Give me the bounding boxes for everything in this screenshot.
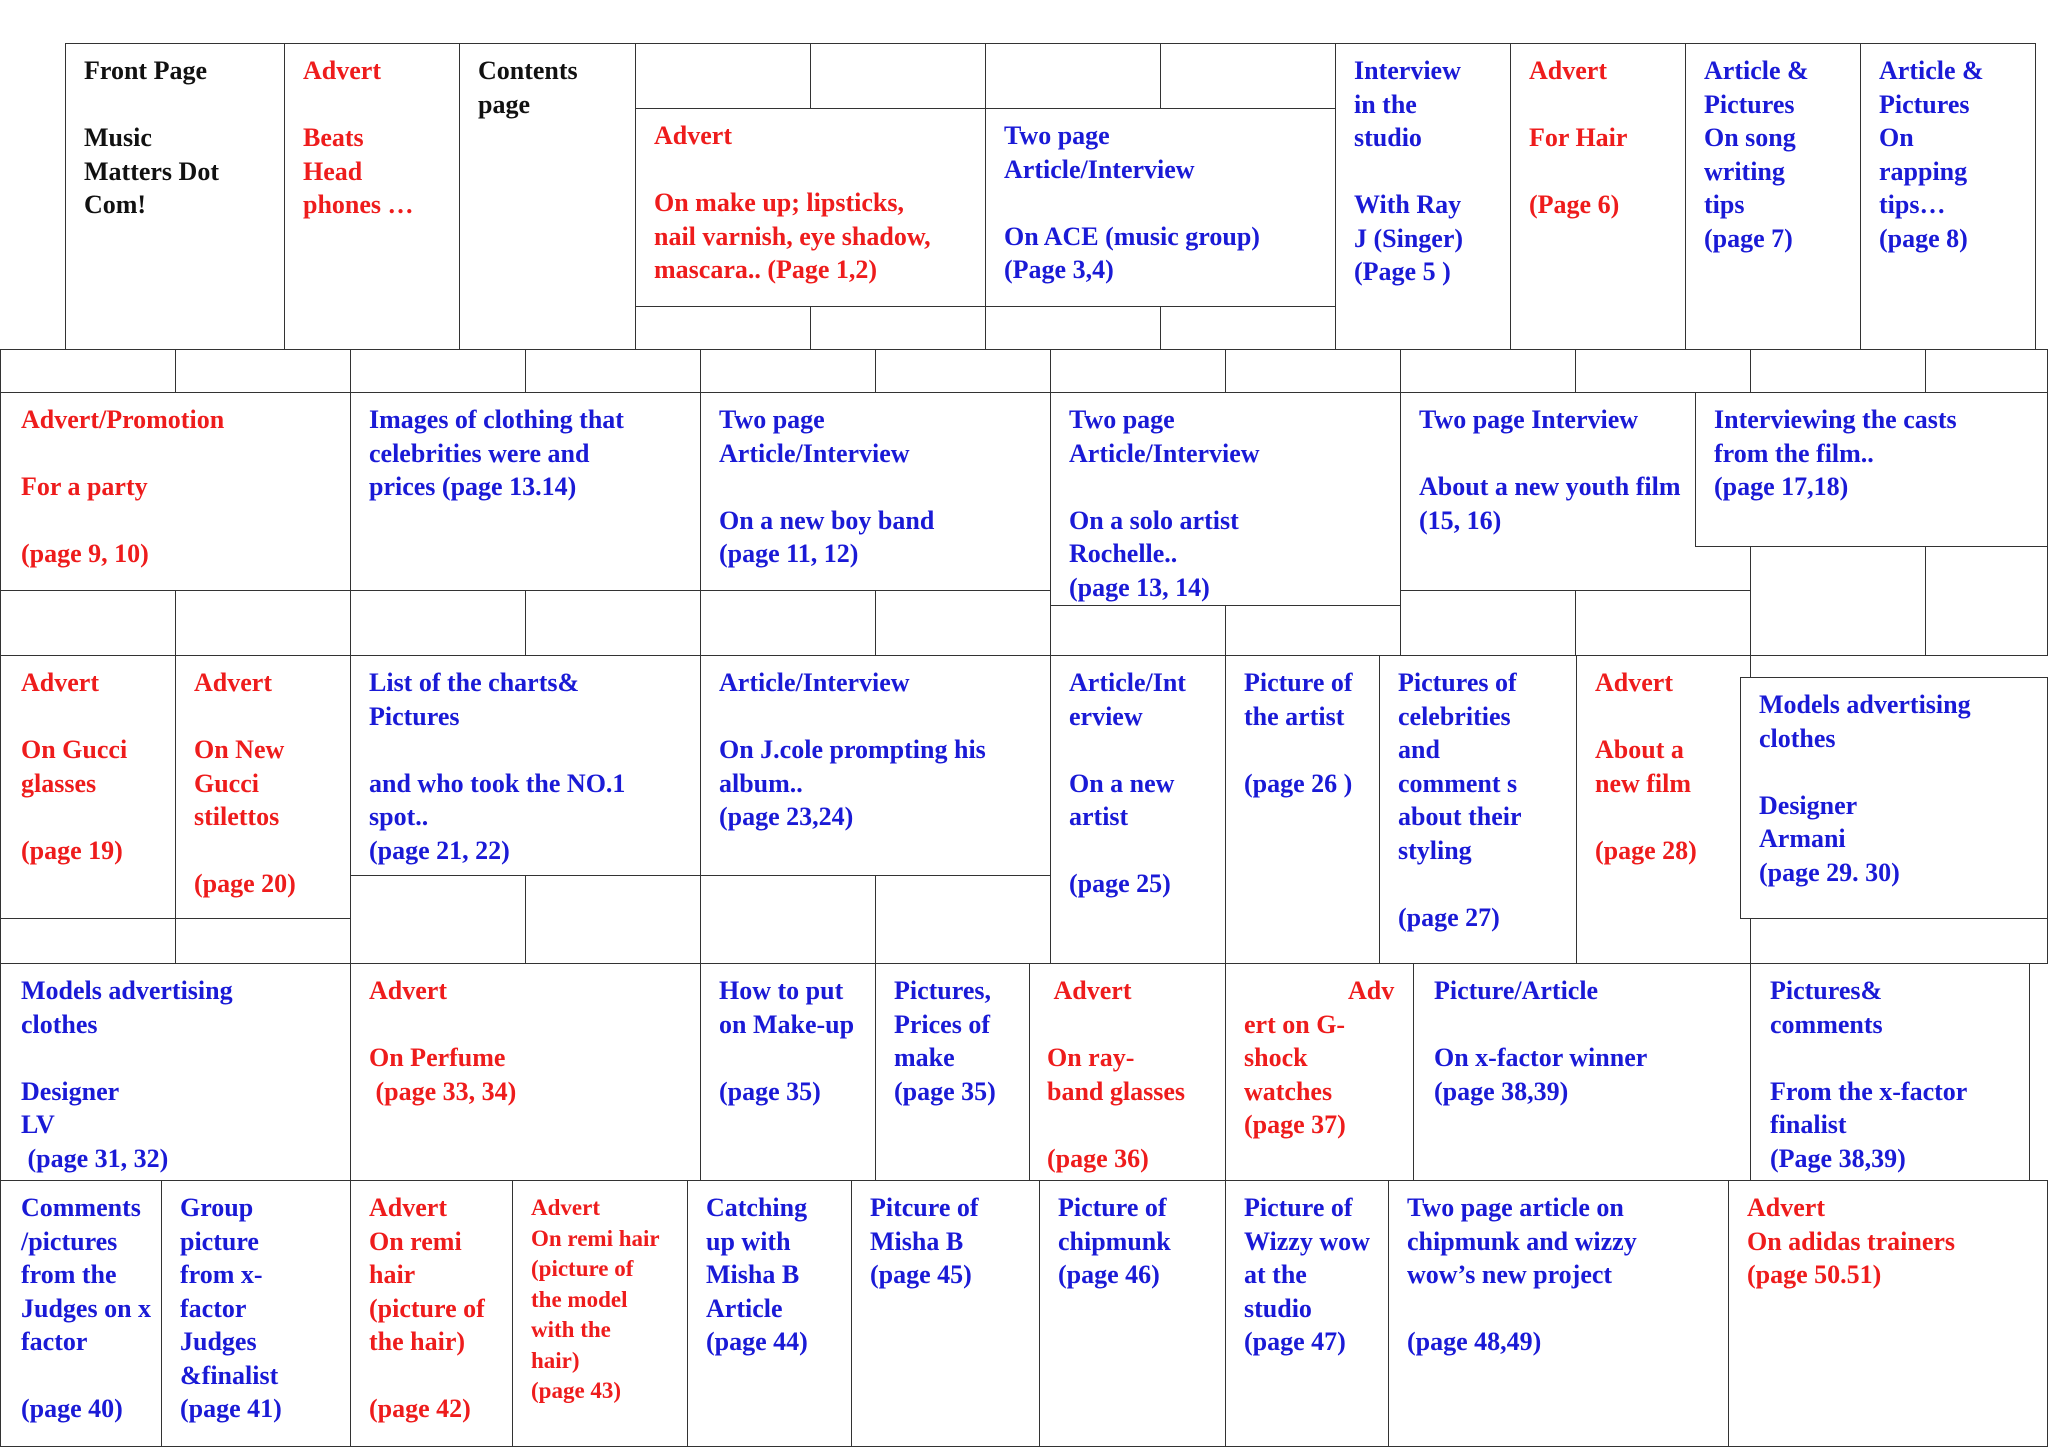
group-picture-cell: Group picture from x- factor Judges &finalist (page 41) bbox=[161, 1180, 351, 1447]
grid-box bbox=[1740, 918, 2048, 964]
grid-box bbox=[0, 349, 176, 393]
xfactor-winner-cell: Picture/Article On x-factor winner (page 38,39) bbox=[1413, 963, 1751, 1181]
grid-box bbox=[1050, 605, 1226, 656]
grid-box bbox=[700, 349, 876, 393]
advert-party-cell: Advert/Promotion For a party (page 9, 10) bbox=[0, 392, 351, 591]
grid-box bbox=[635, 306, 811, 350]
pictures-celebrities-cell: Pictures of celebrities and comment s about their styling (page 27) bbox=[1379, 655, 1577, 964]
chipmunk-picture-cell: Picture of chipmunk (page 46) bbox=[1039, 1180, 1226, 1447]
grid-box bbox=[700, 875, 876, 964]
interview-studio-cell: Interview in the studio With Ray J (Singer) (Page 5 ) bbox=[1335, 43, 1511, 350]
grid-box bbox=[1400, 590, 1576, 656]
grid-box bbox=[1750, 545, 1926, 656]
grid-box bbox=[1225, 349, 1401, 393]
grid-box bbox=[1925, 349, 2048, 393]
grid-box bbox=[350, 590, 526, 656]
advert-perfume-cell: Advert On Perfume (page 33, 34) bbox=[350, 963, 701, 1181]
advert-gucci-glasses-cell: Advert On Gucci glasses (page 19) bbox=[0, 655, 176, 919]
grid-box bbox=[1400, 349, 1576, 393]
pictures-prices-makeup-cell: Pictures, Prices of make (page 35) bbox=[875, 963, 1030, 1181]
grid-box bbox=[810, 43, 986, 109]
misha-article-cell: Catching up with Misha B Article (page 44) bbox=[687, 1180, 852, 1447]
makeup-howto-cell: How to put on Make-up (page 35) bbox=[700, 963, 876, 1181]
advert-rayban-cell: Advert On ray- band glasses (page 36) bbox=[1029, 963, 1226, 1181]
misha-picture-cell: Pitcure of Misha B (page 45) bbox=[851, 1180, 1040, 1447]
models-armani-cell: Models advertising clothes Designer Armani (page 29. 30) bbox=[1740, 677, 2048, 919]
grid-box bbox=[1925, 545, 2048, 656]
advert-gucci-stilettos-cell: Advert On New Gucci stilettos (page 20) bbox=[175, 655, 351, 919]
grid-box bbox=[985, 306, 1161, 350]
images-clothing-cell: Images of clothing that celebrities were and prices (page 13.14) bbox=[350, 392, 701, 591]
grid-box bbox=[1575, 590, 1751, 656]
grid-box bbox=[525, 875, 701, 964]
article-rapping-cell: Article & Pictures On rapping tips… (page 8) bbox=[1860, 43, 2036, 350]
grid-box bbox=[525, 349, 701, 393]
article-new-artist-cell: Article/Int erview On a new artist (page 25) bbox=[1050, 655, 1226, 964]
interview-youth-film-cell: Two page Interview About a new youth film (15, 16) bbox=[1400, 392, 1751, 591]
wizzy-picture-cell: Picture of Wizzy wow at the studio (page 47) bbox=[1225, 1180, 1389, 1447]
grid-box bbox=[525, 590, 701, 656]
advert-new-film-cell: Advert About a new film (page 28) bbox=[1576, 655, 1751, 964]
advert-gshock-cell: Adv ert on G- shock watches (page 37) bbox=[1225, 963, 1414, 1181]
grid-box bbox=[175, 349, 351, 393]
advert-makeup-cell: Advert On make up; lipsticks, nail varnish, eye shadow, mascara.. (Page 1,2) bbox=[635, 108, 986, 307]
judges-comments-cell: Comments /pictures from the Judges on x factor (page 40) bbox=[0, 1180, 162, 1447]
grid-box bbox=[1050, 349, 1226, 393]
advert-adidas-cell: Advert On adidas trainers (page 50.51) bbox=[1728, 1180, 2048, 1447]
front-page-cell: Front Page Music Matters Dot Com! bbox=[65, 43, 285, 350]
grid-box bbox=[985, 43, 1161, 109]
picture-artist-cell: Picture of the artist (page 26 ) bbox=[1225, 655, 1380, 964]
grid-box bbox=[875, 875, 1051, 964]
article-boyband-cell: Two page Article/Interview On a new boy band (page 11, 12) bbox=[700, 392, 1051, 591]
contents-page-cell: Contents page bbox=[459, 43, 636, 350]
grid-box bbox=[350, 349, 526, 393]
advert-remi-model-cell: Advert On remi hair (picture of the model with the hair) (page 43) bbox=[512, 1180, 688, 1447]
grid-box bbox=[1750, 349, 1926, 393]
article-songwriting-cell: Article & Pictures On song writing tips (page 7) bbox=[1685, 43, 1861, 350]
advert-remi-hair-cell: Advert On remi hair (picture of the hair) (page 42) bbox=[350, 1180, 513, 1447]
grid-box bbox=[175, 590, 351, 656]
grid-box bbox=[0, 590, 176, 656]
xfactor-finalist-cell: Pictures& comments From the x-factor finalist (Page 38,39) bbox=[1750, 963, 2030, 1181]
article-jcole-cell: Article/Interview On J.cole prompting his album.. (page 23,24) bbox=[700, 655, 1051, 876]
interview-casts-cell: Interviewing the casts from the film.. (page 17,18) bbox=[1695, 392, 2048, 547]
grid-box bbox=[810, 306, 986, 350]
grid-box bbox=[1225, 605, 1401, 656]
grid-box bbox=[875, 349, 1051, 393]
grid-box bbox=[350, 875, 526, 964]
grid-box bbox=[175, 918, 351, 964]
chipmunk-wizzy-article-cell: Two page article on chipmunk and wizzy wow’s new project (page 48,49) bbox=[1388, 1180, 1729, 1447]
grid-box bbox=[700, 590, 876, 656]
grid-box bbox=[635, 43, 811, 109]
models-lv-cell: Models advertising clothes Designer LV (page 31, 32) bbox=[0, 963, 351, 1181]
advert-beats-cell: Advert Beats Head phones … bbox=[284, 43, 460, 350]
grid-box bbox=[1575, 349, 1751, 393]
article-rochelle-cell: Two page Article/Interview On a solo artist Rochelle.. (page 13, 14) bbox=[1050, 392, 1401, 606]
grid-box bbox=[875, 590, 1051, 656]
advert-hair-cell: Advert For Hair (Page 6) bbox=[1510, 43, 1686, 350]
grid-box bbox=[0, 918, 176, 964]
grid-box bbox=[1160, 43, 1336, 109]
grid-box bbox=[1160, 306, 1336, 350]
article-ace-cell: Two page Article/Interview On ACE (music group) (Page 3,4) bbox=[985, 108, 1336, 307]
charts-list-cell: List of the charts& Pictures and who took the NO.1 spot.. (page 21, 22) bbox=[350, 655, 701, 876]
